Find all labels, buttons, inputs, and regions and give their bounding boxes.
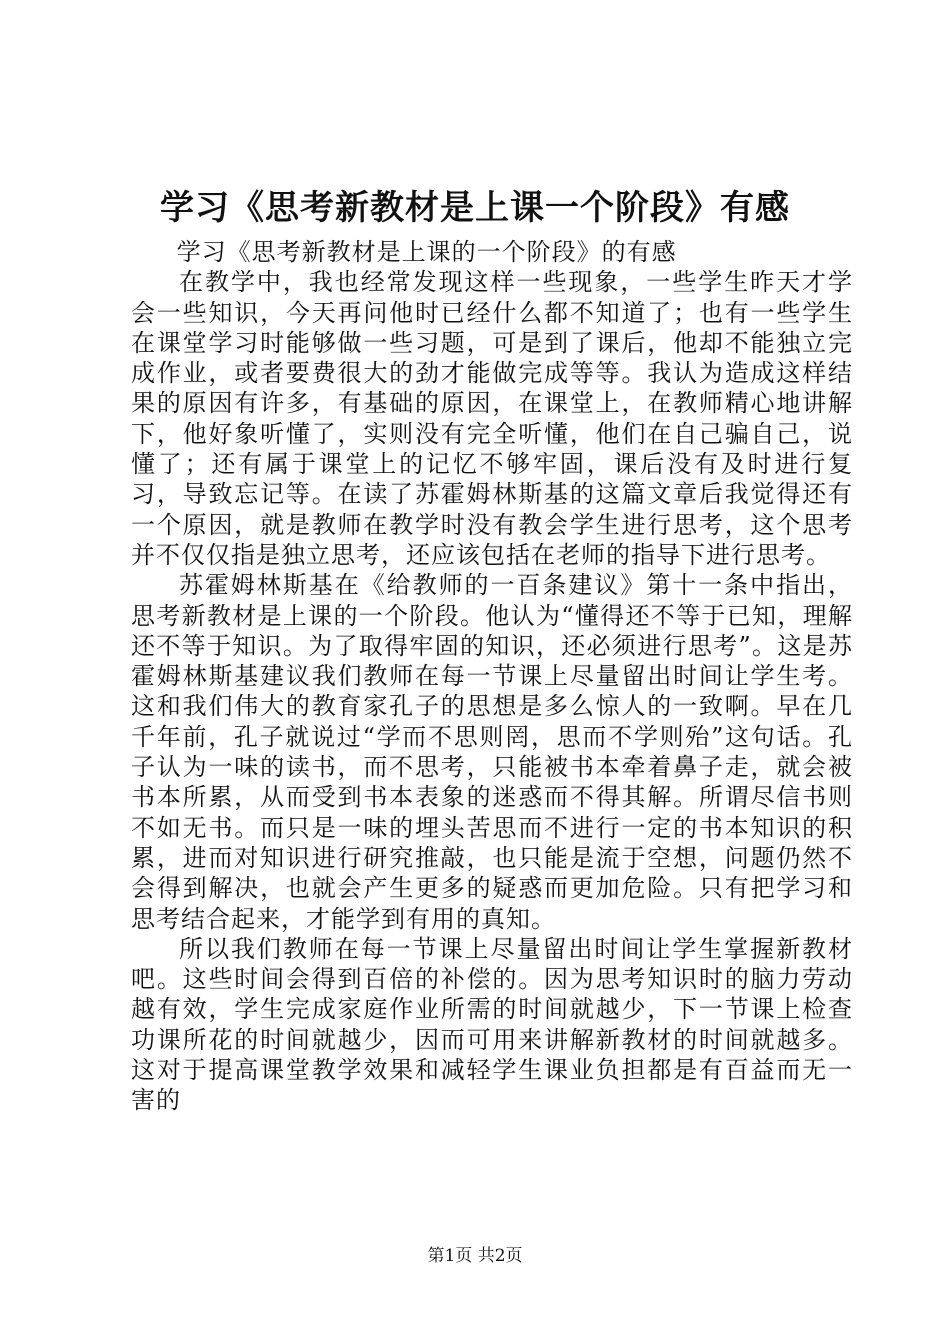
- page-title: 学习《思考新教材是上课一个阶段》有感: [160, 188, 790, 228]
- article-subtitle: 学习《思考新教材是上课的一个阶段》的有感: [176, 238, 677, 266]
- paragraph-2: 苏霍姆林斯基在《给教师的一百条建议》第十一条中指出，思考新教材是上课的一个阶段。他认为“懂得还不等于已知，理解还不等于知识。为了取得牢固的知识，还必须进行思考”。这是苏霍姆林斯基建议我们教师在每一节课上尽量留出时间让学生考。这和我们伟大的教育家孔子的思想是多么惊人的一致啊。早在几千年前，孔子就说过“学而不思则罔，思而不学则殆”这句话。孔子认为一味的读书，而不思考，只能被书本牵着鼻子走，就会被书本所累，从而受到书本表象的迷惑而不得其解。所谓尽信书则不如无书。而只是一味的埋头苦思而不进行一定的书本知识的积累，进而对知识进行研究推敲，也只能是流于空想，问题仍然不会得到解决，也就会产生更多的疑惑而更加危险。只有把学习和思考结合起来，才能学到有用的真知。: [131, 571, 853, 933]
- paragraph-3: 所以我们教师在每一节课上尽量留出时间让学生掌握新教材吧。这些时间会得到百倍的补偿的。因为思考知识时的脑力劳动越有效，学生完成家庭作业所需的时间就越少，下一节课上检查功课所花的时间就越少，因而可用来讲解新教材的时间就越多。这对于提高课堂教学效果和减轻学生课业负担都是有百益而无一害的: [131, 934, 853, 1115]
- article-body: [131, 237, 853, 1116]
- page-number-footer: 第1页 共2页: [427, 1246, 523, 1266]
- paragraph-1: 在教学中，我也经常发现这样一些现象，一些学生昨天才学会一些知识，今天再问他时已经什么都不知道了；也有一些学生在课堂学习时能够做一些习题，可是到了课后，他却不能独立完成作业，或者要费很大的劲才能做完成等等。我认为造成这样结果的原因有许多，有基础的原因，在课堂上，在教师精心地讲解下，他好象听懂了，实则没有完全听懂，他们在自己骗自己，说懂了；还有属于课堂上的记忆不够牢固，课后没有及时进行复习，导致忘记等。在读了苏霍姆林斯基的这篇文章后我觉得还有一个原因，就是教师在教学时没有教会学生进行思考，这个思考并不仅仅指是独立思考，还应该包括在老师的指导下进行思考。: [131, 268, 853, 569]
